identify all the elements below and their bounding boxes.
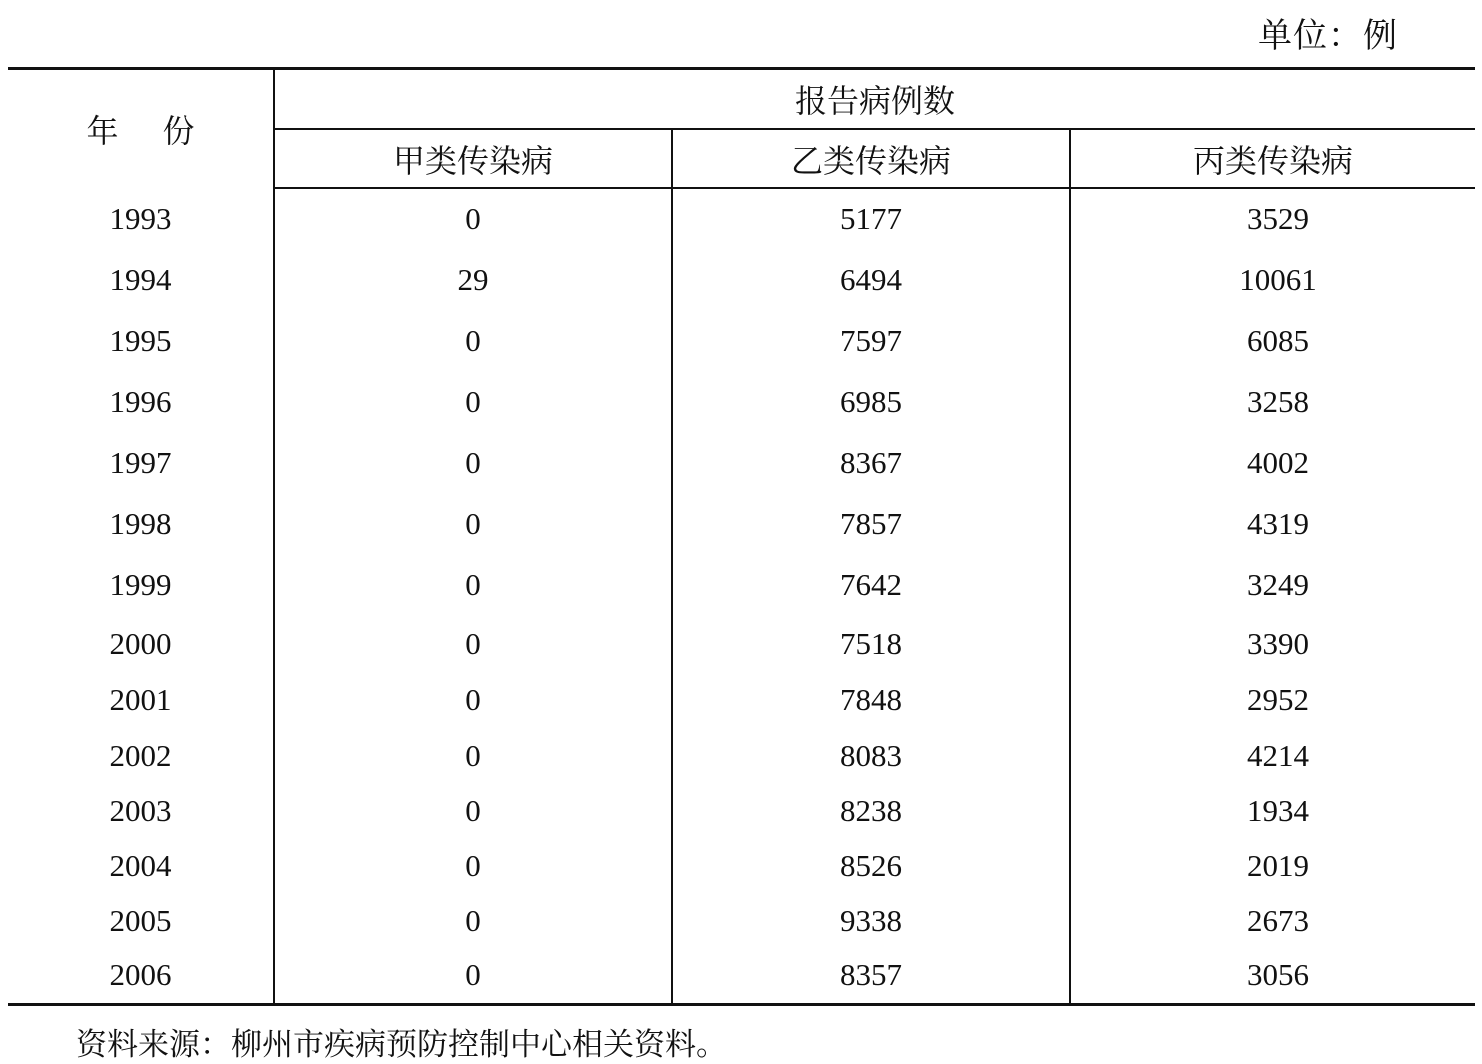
class-b-cell: 8357 [672,948,1070,1004]
class-b-cell: 6985 [672,371,1070,432]
table-row [8,893,1475,948]
class-c-cell: 4214 [1247,737,1309,773]
year-cell: 2001 [8,672,274,728]
class-b-cell: 7597 [672,310,1070,371]
class-a-cell: 0 [274,310,672,371]
year-cell: 2005 [8,893,274,948]
class-c-cell: 2019 [1247,847,1309,883]
reported-cases-header: 报告病例数 [274,69,1475,130]
class-a-header: 甲类传染病 [274,129,672,188]
table-row [8,371,1475,432]
year-cell: 1997 [8,432,274,493]
table-row [8,728,1475,783]
table-row [8,672,1475,728]
class-b-cell: 7518 [672,615,1070,672]
class-a-cell: 0 [274,615,672,672]
class-a-cell: 0 [274,554,672,615]
unit-label: 单位：例 [1258,18,1398,55]
class-b-header: 乙类传染病 [672,129,1070,188]
class-a-cell: 0 [274,493,672,554]
year-cell: 1996 [8,371,274,432]
table-row [8,188,1475,249]
class-b-cell: 8526 [672,838,1070,893]
table-row [8,310,1475,371]
class-b-cell: 8367 [672,432,1070,493]
class-a-cell: 0 [274,371,672,432]
class-c-cell: 2952 [1247,682,1309,717]
class-b-cell: 8083 [672,728,1070,783]
year-cell: 1994 [8,249,274,310]
class-a-cell: 0 [274,783,672,838]
class-c-cell: 3258 [1247,383,1309,419]
class-c-cell: 6085 [1247,322,1309,358]
class-b-cell: 7642 [672,554,1070,615]
class-b-cell: 7848 [672,672,1070,728]
year-cell: 1998 [8,493,274,554]
class-a-cell: 0 [274,948,672,1004]
table-row [8,432,1475,493]
class-b-cell: 7857 [672,493,1070,554]
table-row [8,493,1475,554]
class-c-cell: 1934 [1247,792,1309,828]
class-c-cell: 3390 [1247,625,1309,661]
table-row [8,554,1475,615]
table-row [8,615,1475,672]
year-cell: 2000 [8,615,274,672]
source-note: 资料来源：柳州市疾病预防控制中心相关资料。 [76,1027,727,1062]
class-c-cell: 3249 [1247,566,1309,602]
class-c-cell: 3056 [1247,957,1309,993]
year-cell: 2006 [8,948,274,1004]
table-row [8,838,1475,893]
class-b-cell: 5177 [672,188,1070,249]
class-c-cell: 2673 [1247,902,1309,938]
table-header [8,69,1475,189]
year-cell: 1995 [8,310,274,371]
table-row [8,948,1475,1004]
table-row [8,249,1475,310]
class-a-cell: 0 [274,893,672,948]
class-c-cell: 10061 [1239,261,1317,297]
class-a-cell: 0 [274,838,672,893]
class-c-header: 丙类传染病 [1070,129,1475,188]
class-b-cell: 6494 [672,249,1070,310]
class-a-cell: 0 [274,672,672,728]
class-a-cell: 0 [274,188,672,249]
table-row [8,783,1475,838]
year-column-header: 年份 [8,69,274,189]
class-c-cell: 4002 [1247,444,1309,480]
class-a-cell: 29 [274,249,672,310]
year-cell: 2003 [8,783,274,838]
class-a-cell: 0 [274,432,672,493]
year-cell: 1993 [8,188,274,249]
class-b-cell: 9338 [672,893,1070,948]
data-table-container [8,67,1475,1006]
year-cell: 2004 [8,838,274,893]
table-body [8,188,1475,1004]
class-c-cell: 3529 [1247,201,1309,236]
year-cell: 2002 [8,728,274,783]
disease-cases-table [8,67,1475,1006]
class-b-cell: 8238 [672,783,1070,838]
class-a-cell: 0 [274,728,672,783]
class-c-cell: 4319 [1247,505,1309,541]
year-cell: 1999 [8,554,274,615]
